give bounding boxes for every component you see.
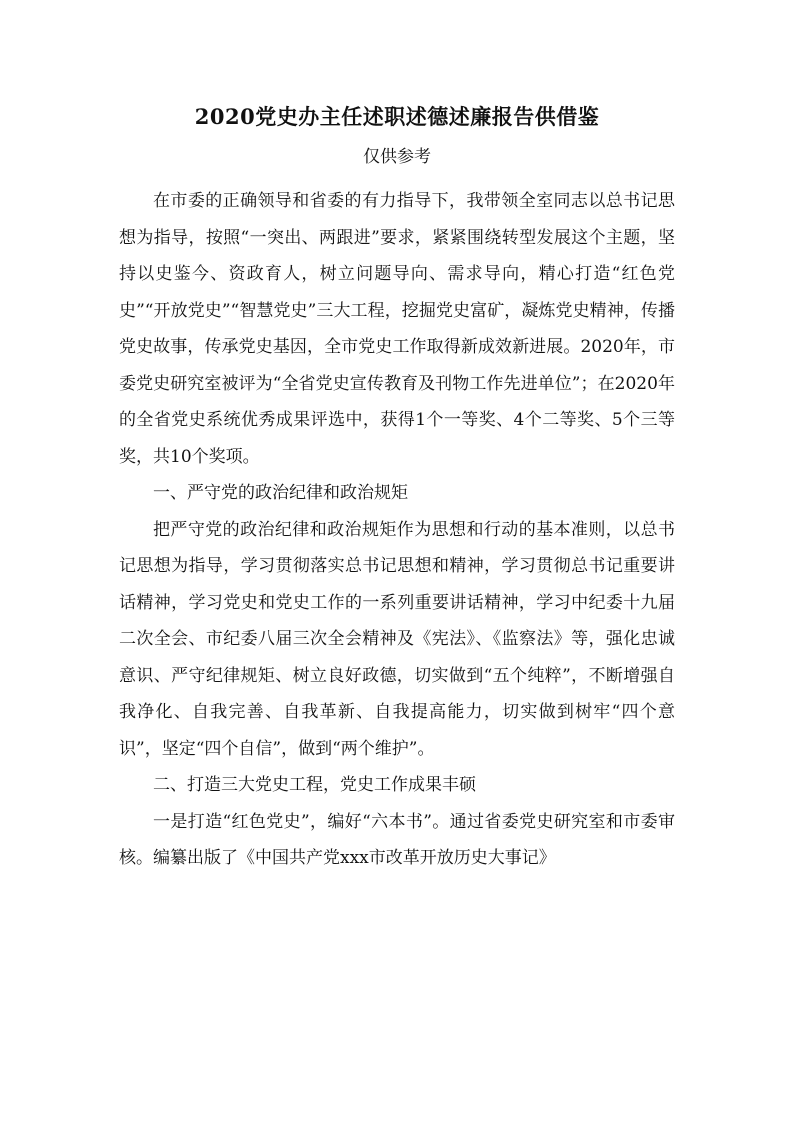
document-body [119,183,675,877]
document-subtitle: 仅供参考 [363,147,431,167]
section-1-paragraph: 把严守党的政治纪律和政治规矩作为思想和行动的基本准则，以总书记思想为指导，学习贯彻落实总书记思想和精神，学习贯彻总书记重要讲话精神，学习党史和党史工作的一系列重要讲话精神，学习中纪委十九届二次全会、市纪委八届三次全会精神及《宪法》、《监察法》等，强化忠诚意识、严守纪律规矩、树立良好政德，切实做到“五个纯粹”，不断增强自我净化、自我完善、自我革新、自我提高能力，切实做到树牢“四个意识”，坚定“四个自信”，做到“两个维护”。 [119,519,675,759]
section-heading-1: 一、严守党的政治纪律和政治规矩 [153,483,408,503]
intro-paragraph: 在市委的正确领导和省委的有力指导下，我带领全室同志以总书记思想为指导，按照“一突出、两跟进”要求，紧紧围绕转型发展这个主题，坚持以史鉴今、资政育人，树立问题导向、需求导向，精心打造“红色党史”“开放党史”“智慧党史”三大工程，挖掘党史富矿，凝炼党史精神，传播党史故事，传承党史基因，全市党史工作取得新成效新进展。2020年，市委党史研究室被评为“全省党史宣传教育及刊物工作先进单位”；在2020年的全省党史系统优秀成果评选中，获得1个一等奖、4个二等奖、5个三等奖，共10个奖项。 [119,191,675,467]
section-2-paragraph: 一是打造“红色党史”，编好“六本书”。通过省委党史研究室和市委审核。编纂出版了《中国共产党xxx市改革开放历史大事记》 [119,811,675,868]
document-title: 2020党史办主任述职述德述廉报告供借鉴 [194,104,600,129]
section-heading-2: 二、打造三大党史工程，党史工作成果丰硕 [153,775,476,795]
